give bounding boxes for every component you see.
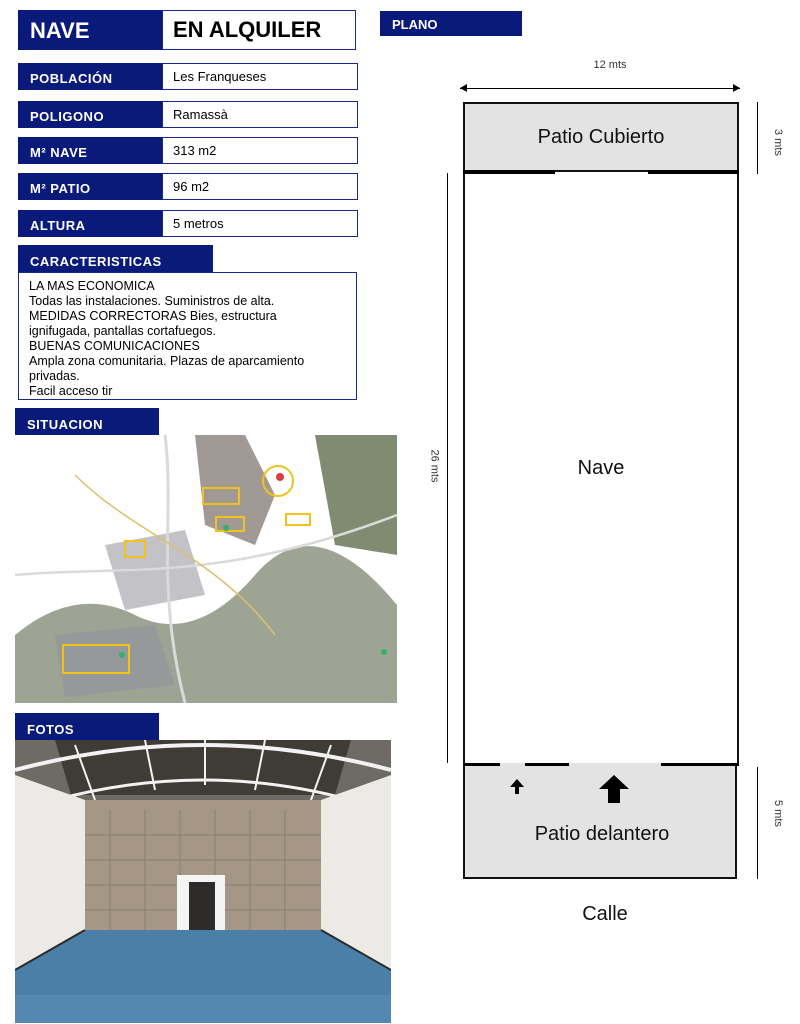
status-label: EN ALQUILER xyxy=(173,17,322,42)
field-label-2 xyxy=(18,137,162,164)
main-entry-arrow-stem xyxy=(608,789,620,803)
field-value-text: 96 m2 xyxy=(173,179,210,194)
small-entry-arrow-icon xyxy=(510,779,524,787)
plano-label: PLANO xyxy=(392,17,438,32)
caracteristicas-line: ignifugada, pantallas cortafuegos. xyxy=(29,324,216,338)
caracteristicas-line: MEDIDAS CORRECTORAS Bies, estructura xyxy=(29,309,277,323)
front-wall-right xyxy=(661,763,739,766)
front-wall-mid xyxy=(525,763,569,766)
patio-cubierto-depth-line xyxy=(757,102,758,174)
patio-delantero-area xyxy=(463,763,737,879)
plano-header xyxy=(380,11,522,36)
field-label-text: M² NAVE xyxy=(30,145,88,160)
caracteristicas-line: Ampla zona comunitaria. Plazas de aparcamiento xyxy=(29,354,305,368)
patio-cubierto-label: Patio Cubierto xyxy=(537,125,665,148)
status-header xyxy=(162,10,356,50)
field-value-3 xyxy=(162,173,358,200)
street-label: Calle xyxy=(582,903,628,925)
caracteristicas-header xyxy=(18,245,213,272)
field-value-text: 313 m2 xyxy=(173,143,217,158)
small-entry-arrow-stem xyxy=(515,787,519,794)
length-dimension-line xyxy=(447,173,448,763)
type-header xyxy=(18,10,162,50)
width-dimension-line xyxy=(460,88,740,89)
field-value-4 xyxy=(162,210,358,237)
situacion-label: SITUACION xyxy=(27,417,103,432)
patio-cubierto-depth-label: 3 mts xyxy=(772,129,784,156)
warehouse-photo xyxy=(15,740,391,1023)
field-value-text: 5 metros xyxy=(173,216,224,231)
type-label: NAVE xyxy=(30,18,90,43)
satellite-map-image xyxy=(15,435,397,703)
nave-area xyxy=(463,172,739,765)
patio-delantero-depth-line xyxy=(757,767,758,879)
caracteristicas-line: Todas las instalaciones. Suministros de alta. xyxy=(29,294,275,308)
patio-delantero-depth-label: 5 mts xyxy=(772,800,784,827)
field-value-text: Ramassà xyxy=(173,107,228,122)
nave-label: Nave xyxy=(577,457,625,479)
field-value-text: Les Franqueses xyxy=(173,69,267,84)
caracteristicas-line: privadas. xyxy=(29,369,80,383)
nave-top-wall-left xyxy=(463,170,555,174)
field-value-0 xyxy=(162,63,358,90)
field-value-2 xyxy=(162,137,358,164)
patio-cubierto-area xyxy=(463,102,739,172)
field-label-text: ALTURA xyxy=(30,218,86,233)
caracteristicas-label: CARACTERISTICAS xyxy=(30,254,162,269)
field-label-4 xyxy=(18,210,162,237)
field-label-1 xyxy=(18,101,162,128)
length-dimension-label: 26 mts xyxy=(428,449,441,483)
caracteristicas-line: BUENAS COMUNICACIONES xyxy=(29,339,200,353)
front-wall-left xyxy=(465,763,500,766)
caracteristicas-line: LA MAS ECONOMICA xyxy=(29,279,155,293)
caracteristicas-line: Facil acceso tir xyxy=(29,384,113,398)
field-label-3 xyxy=(18,173,162,200)
field-label-text: POBLACIÓN xyxy=(30,71,113,86)
floor-plan xyxy=(420,55,800,955)
location-map xyxy=(15,435,397,703)
nave-top-wall-right xyxy=(648,170,739,174)
main-entry-arrow-icon xyxy=(599,775,629,789)
warehouse-interior-image xyxy=(15,740,391,1023)
caracteristicas-box xyxy=(18,272,357,400)
width-arrow-left-icon xyxy=(460,84,467,92)
caracteristicas-text xyxy=(29,279,356,399)
field-label-text: POLIGONO xyxy=(30,109,105,124)
fotos-label: FOTOS xyxy=(27,722,75,737)
fotos-header xyxy=(15,713,159,740)
field-label-text: M² PATIO xyxy=(30,181,91,196)
situacion-header xyxy=(15,408,159,435)
width-dimension-label: 12 mts xyxy=(593,59,627,71)
patio-delantero-label: Patio delantero xyxy=(534,823,670,845)
width-arrow-right-icon xyxy=(733,84,740,92)
field-label-0 xyxy=(18,63,162,90)
field-value-1 xyxy=(162,101,358,128)
